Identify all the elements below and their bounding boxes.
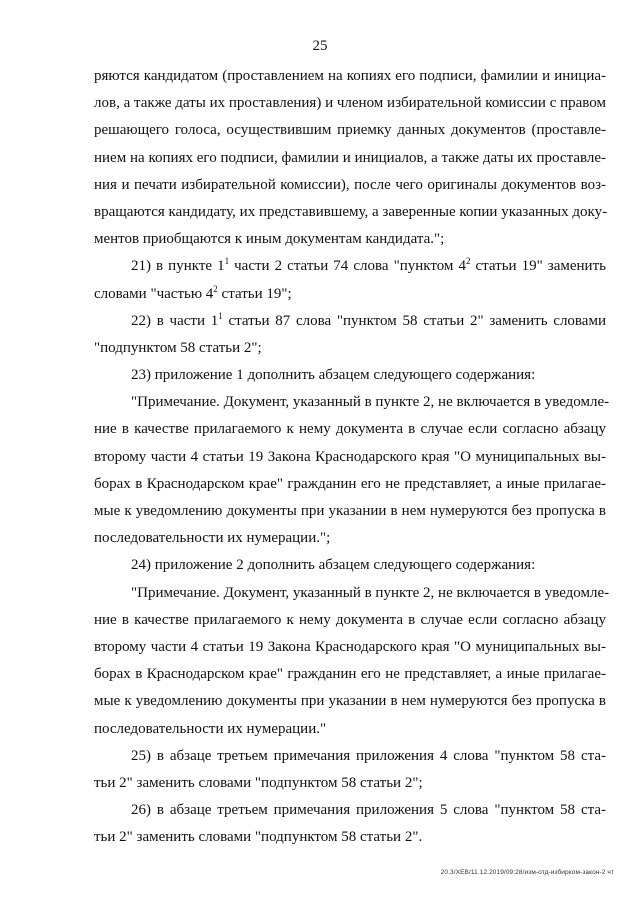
text-line: "Примечание. Документ, указанный в пункте 2, не включается в уведомле- — [131, 394, 610, 411]
text-line: мые к уведомлению документы при указании в нем нумеруются без пропуска в — [94, 503, 606, 519]
text-line: ние в качестве прилагаемого к нему документа в случае если согласно абзацу — [94, 611, 606, 628]
text-line: словами "частью $4^2$ статьи 19"; — [94, 283, 292, 302]
text-line: нием на копиях его подписи, фамилии и инициалов, а также даты их проставле- — [94, 149, 606, 166]
superscript: 2 — [213, 283, 218, 294]
text-line: последовательности их нумерации."; — [94, 530, 331, 547]
paragraph-item-23 — [94, 362, 606, 389]
text-line: вращаются кандидату, их представившему, а заверенные копии указанных доку- — [94, 203, 608, 220]
paragraph-item-24 — [94, 552, 606, 579]
superscript: 2 — [465, 256, 471, 267]
document-footer-code: 20.3/XEB/11.12.2019/09:28/изм-отд-избирком-закон-2 чт — [440, 869, 614, 876]
superscript: 1 — [218, 310, 223, 321]
text-line: 26) в абзаце третьем примечания приложения 5 слова "пунктом 58 ста- — [131, 802, 606, 819]
text-line: последовательности их нумерации." — [94, 720, 327, 737]
text-line: ние в качестве прилагаемого к нему документа в случае если согласно абзацу — [94, 421, 606, 438]
note-block-1 — [94, 389, 610, 552]
text-line: тьи 2" заменить словами "подпунктом 58 статьи 2"; — [94, 774, 423, 791]
text-line: ния и печати избирательной комиссии), после чего оригиналы документов воз- — [94, 176, 606, 193]
paragraph-item-21 — [94, 253, 606, 307]
text-line: второму части 4 статьи 19 Закона Краснодарского края "О муниципальных вы- — [94, 638, 606, 655]
text-line: 21) в пункте $1^1$ части 2 статьи 74 слова "пунктом $4^2$ статьи 19" заменить — [131, 256, 606, 275]
text-line: ментов приобщаются к иным документам кандидата."; — [94, 231, 445, 248]
paragraph-continuation — [94, 63, 606, 253]
text-line: 23) приложение 1 дополнить абзацем следующего содержания: — [131, 367, 536, 384]
page-number: 25 — [312, 38, 328, 54]
paragraph-item-26 — [94, 797, 606, 851]
text-line: борах в Краснодарском крае" гражданин его не представляет, а иные прилагае- — [94, 666, 606, 683]
paragraph-item-25 — [94, 743, 606, 797]
text-line: лов, а также даты их проставления) и членом избирательной комиссии с правом — [94, 95, 606, 112]
text-line: тьи 2" заменить словами "подпунктом 58 статьи 2". — [94, 829, 423, 846]
paragraph-item-22 — [94, 308, 606, 362]
text-line: 25) в абзаце третьем примечания приложения 4 слова "пунктом 58 ста- — [131, 747, 606, 764]
text-line: решающего голоса, осуществившим приемку данных документов (проставле- — [94, 122, 606, 139]
text-line: "подпунктом 58 статьи 2"; — [94, 339, 262, 356]
text-line: борах в Краснодарском крае" гражданин его не представляет, а иные прилагае- — [94, 475, 606, 492]
document-body — [94, 63, 610, 851]
superscript: 1 — [224, 256, 230, 267]
text-line: ряются кандидатом (проставлением на копиях его подписи, фамилии и инициа- — [94, 68, 606, 84]
text-line: второму части 4 статьи 19 Закона Краснодарского края "О муниципальных вы- — [94, 448, 606, 465]
note-block-2 — [94, 580, 610, 743]
text-line: "Примечание. Документ, указанный в пункте 2, не включается в уведомле- — [131, 584, 610, 601]
text-line: 22) в части $1^1$ статьи 87 слова "пунктом 58 статьи 2" заменить словами — [131, 310, 606, 329]
text-line: 24) приложение 2 дополнить абзацем следующего содержания: — [131, 557, 536, 574]
text-line: мые к уведомлению документы при указании в нем нумеруются без пропуска в — [94, 693, 606, 710]
